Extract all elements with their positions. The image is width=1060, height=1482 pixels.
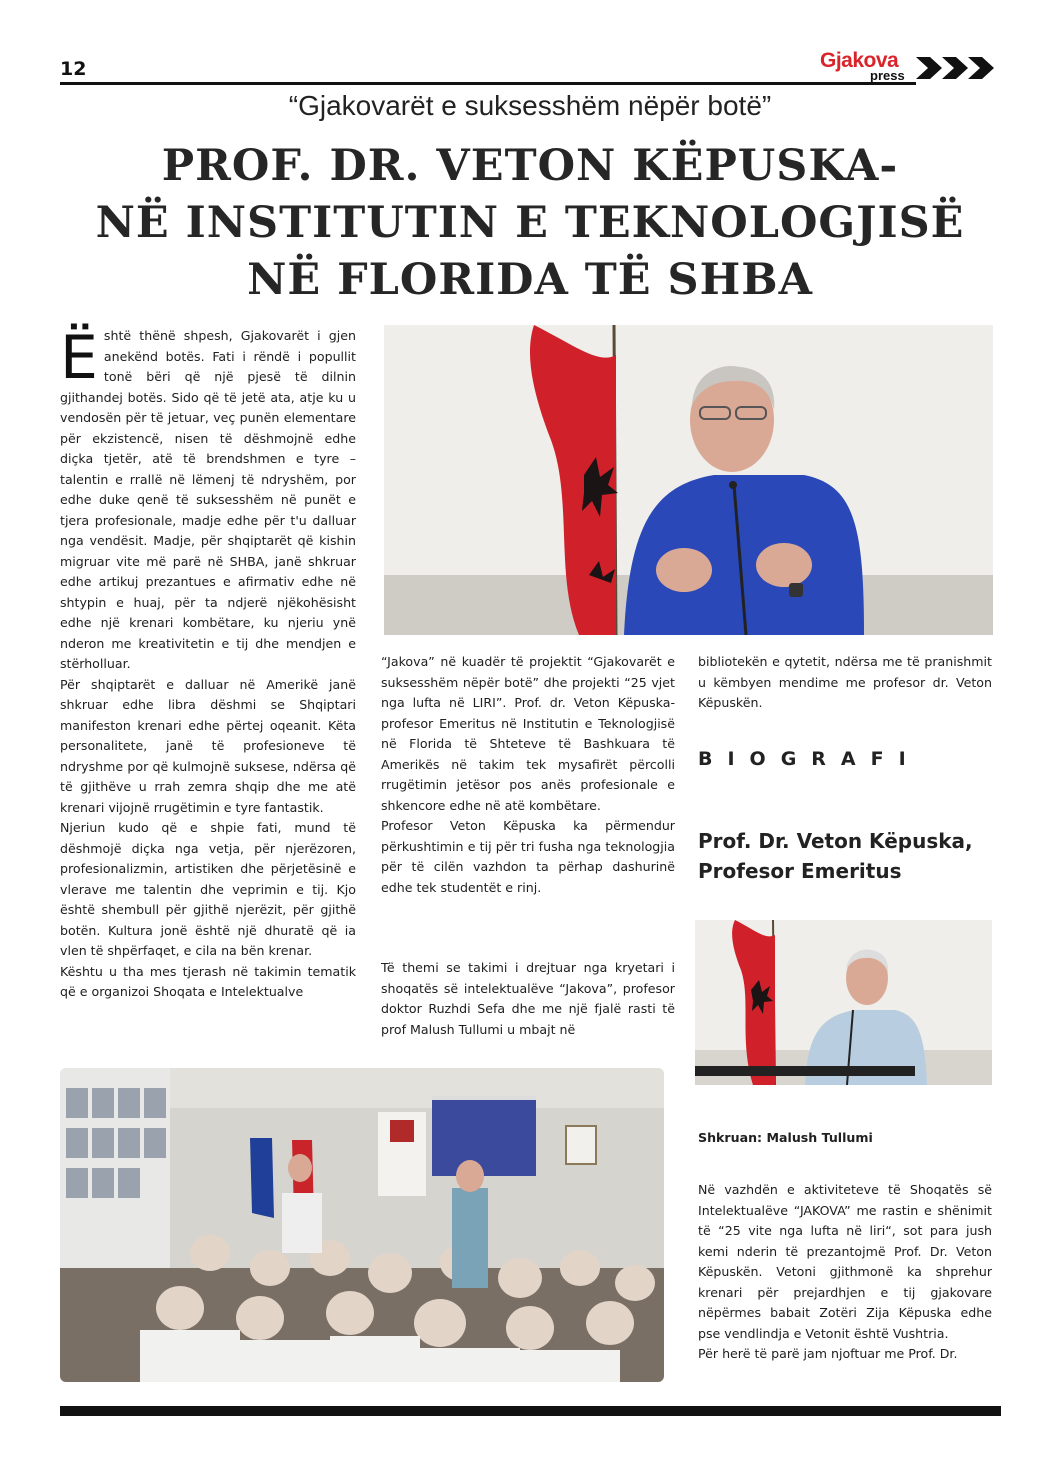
- article-column-2: [381, 652, 675, 898]
- article-byline: Shkruan: Malush Tullumi: [698, 1130, 873, 1145]
- speaker-small-photo: [695, 920, 992, 1085]
- paragraph: Të themi se takimi i drejtuar nga kryetari i shoqatës së intelektualëve “Jakova”, profesor doktor Ruzhdi Sefa dhe me një fjalë rasti të prof Malush Tullumi u mbajt në: [381, 960, 675, 1037]
- paragraph: [60, 323, 356, 675]
- paragraph-text: shtë thënë shpesh, Gjakovarët i gjen anekënd botës. Fati i rëndë i popullit tonë bëri që një pjesë të dilnin gjithandej botës. Sido që të jetë ata, atje ku u vendosën për të jetuar, veç punën elementare për ekzistencë, nisen të dëshmojnë edhe diçka tjetër, atë të brendshmen e tyre – talentin e rrallë në lëmenj të ndryshëm, por edhe duke qenë të suksesshëm në punët e tjera profesionale, madje edhe për t'u dalluar nga vendësit. Madje, për shqiptarët që kishin migruar vite më parë në SHBA, janë shkruar edhe artikuj prezantues e afirmativ edhe në shtypin e huaj, për ta ndjerë njëkohësisht edhe një krenari kombëtare, ku njeriu ynë nderon me kreativitetin e tij dhe mendjen e stërholluar.: [60, 328, 356, 671]
- headline-line: NË FLORIDA TË SHBA: [247, 255, 813, 305]
- drop-cap: Ë: [60, 323, 98, 393]
- paragraph: Në vazhdën e aktiviteteve të Shoqatës së Intelektualëve “JAKOVA” me rastin e shënimit të “25 vite nga lufta në liri“, sot para jush kemi nderin të prezantojmë Prof. Dr. Veton Këpuskën. Vetoni gjithmonë ka shprehur krenari për prejardhjen e tij gjakovare nëpërmes babait Zotëri Zija Këpuska edhe pse vendlindja e Vetonit është Vushtria.: [698, 1182, 992, 1341]
- paragraph: Profesor Veton Këpuska ka përmendur përkushtimin e tij për tri fusha nga teknologjia për të cilën vazhdon ta përhap dashurinë edhe tek studentët e rinj.: [381, 818, 675, 895]
- triple-chevron-right-icon: [916, 55, 1000, 81]
- article-headline: [40, 138, 1020, 309]
- speaker-photo: [384, 325, 993, 635]
- paragraph: Për shqiptarët e dalluar në Amerikë janë shkruar edhe libra dëshmi se Shqiptari manifeston krenari edhe përtej oqeanit. Këta personalitete, janë të profesioneve të ndryshme por që kulmojnë suksese, ndërsa që të gjithëve u rrah zemra shqip dhe me atë krenari vijojnë rrugëtimin e tyre fantastik.: [60, 676, 356, 815]
- audience-photo: [60, 1068, 664, 1382]
- logo-brand: Gjakova: [820, 49, 899, 72]
- headline-line: NË INSTITUTIN E TEKNOLOGJISË: [95, 198, 965, 248]
- paragraph: Kështu u tha mes tjerash në takimin tematik që e organizoi Shoqata e Intelektualve: [60, 963, 356, 999]
- biography-heading: BIOGRAFI: [698, 748, 921, 770]
- article-column-3: [698, 652, 992, 714]
- article-column-3b: [698, 1180, 992, 1365]
- article-column-1: [60, 323, 356, 1003]
- biography-name: Prof. Dr. Veton Këpuska, Profesor Emeritus: [698, 829, 973, 883]
- top-rule: [60, 82, 916, 85]
- paragraph: Për herë të parë jam njoftuar me Prof. Dr.: [698, 1346, 958, 1361]
- paragraph: bibliotekën e qytetit, ndërsa me të pranishmit u këmbyen mendime me profesor dr. Veton Këpuskën.: [698, 654, 992, 710]
- article-column-2b: [381, 958, 675, 1040]
- bottom-rule: [60, 1406, 1001, 1416]
- page-number: 12: [60, 58, 87, 80]
- publication-logo: [820, 50, 1000, 86]
- headline-line: PROF. DR. VETON KËPUSKA-: [161, 141, 899, 191]
- article-kicker: “Gjakovarët e suksesshëm nëpër botë”: [288, 90, 772, 121]
- paragraph: Njeriun kudo që e shpie fati, mund të dëshmojë diçka nga vetja, për njerëzoren, profesionalizmin, artistiken dhe përjetësinë e vlerave me talentin dhe veprimin e tij. Kjo është shembull për gjithë njerëzit, për gjithë botën. Kultura jonë është një dhuratë që ia vlen të shpërfaqet, e cila na bën krenar.: [60, 820, 356, 958]
- logo-sub: press: [870, 68, 905, 83]
- paragraph: “Jakova” në kuadër të projektit “Gjakovarët e suksesshëm nëpër botë” dhe projekti “25 vjet nga lufta në LIRI”. Prof. dr. Veton Këpuska-profesor Emeritus në Institutin e Teknologjisë në Florida të Shteteve të Bashkuara të Amerikës në takim tek mysafirët përcolli rrugëtimin jetësor pos anës profesionale e shkencore edhe në atë kombëtare.: [381, 654, 675, 813]
